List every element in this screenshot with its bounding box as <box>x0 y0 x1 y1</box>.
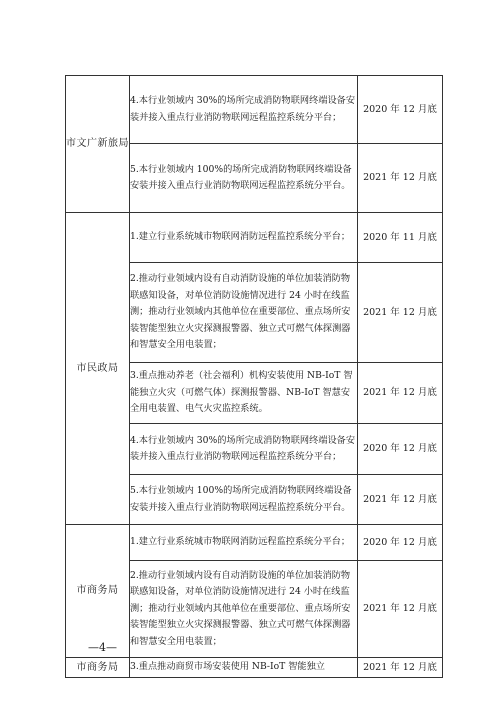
department-cell <box>66 76 130 213</box>
task-text: 5.本行业领域内 100%的场所完成消防物联网终端设备安装并接入重点行业消防物联网远程监控系统分平台。 <box>130 163 352 191</box>
deadline-text: 2020 年 11 月底 <box>363 231 437 243</box>
department-name: 市商务局 <box>76 585 119 596</box>
task-text: 4.本行业领域内 30%的场所完成消防物联网终端设备安装并接入重点行业消防物联网远程监控系统分平台； <box>130 95 356 123</box>
deadline-text: 2021 年 12 月底 <box>363 661 437 673</box>
task-text: 5.本行业领域内 100%的场所完成消防物联网终端设备安装并接入重点行业消防物联网远程监控系统分平台。 <box>130 485 352 513</box>
department-name: 市文广新旅局 <box>66 138 129 149</box>
department-cell <box>66 213 130 525</box>
task-text: 3.重点推动养老（社会福利）机构安装使用 NB-IoT 智能独立火灾（可燃气体）探测报警器、NB-IoT 智慧安全用电装置、电气火灾监控系统。 <box>130 370 353 415</box>
department-cell <box>66 525 130 658</box>
department-name: 市商务局 <box>76 661 119 673</box>
task-text: 1.建立行业系统城市物联网消防远程监控系统分平台； <box>130 536 351 548</box>
responsibility-table <box>65 75 443 678</box>
deadline-cell <box>358 76 443 144</box>
task-text: 3.重点推动商贸市场安装使用 NB-IoT 智能独立 <box>130 661 325 673</box>
task-text: 4.本行业领域内 30%的场所完成消防物联网终端设备安装并接入重点行业消防物联网远程监控系统分平台； <box>130 434 356 462</box>
task-cell <box>130 76 358 144</box>
table-row <box>66 525 443 561</box>
task-cell <box>130 658 358 678</box>
task-cell <box>130 525 358 561</box>
deadline-cell <box>358 525 443 561</box>
deadline-cell <box>358 561 443 658</box>
deadline-cell <box>358 424 443 475</box>
table-row <box>66 213 443 263</box>
deadline-text: 2020 年 12 月底 <box>363 103 437 115</box>
deadline-text: 2021 年 12 月底 <box>363 306 437 318</box>
deadline-cell <box>358 213 443 263</box>
page-number: —4— <box>88 641 117 654</box>
task-cell <box>130 213 358 263</box>
table-row <box>66 658 443 678</box>
department-name: 市民政局 <box>76 362 119 374</box>
deadline-text: 2020 年 12 月底 <box>363 443 437 454</box>
task-cell <box>130 144 358 213</box>
deadline-text: 2021 年 12 月底 <box>363 603 437 614</box>
task-text: 1.建立行业系统城市物联网消防远程监控系统分平台； <box>130 231 351 243</box>
task-text: 2.推动行业领域内设有自动消防设施的单位加装消防物联感知设备，对单位消防设施情况进行 24 小时在线监测；推动行业领域内其他单位在重要部位、重点场所安装智能型独立火灾探测报警器、独立式可燃气体探测器和智慧安全用电装置； <box>130 273 351 351</box>
department-cell <box>66 658 130 678</box>
deadline-cell <box>358 144 443 213</box>
task-cell <box>130 561 358 658</box>
task-cell <box>130 475 358 525</box>
task-cell <box>130 363 358 424</box>
task-text: 2.推动行业领域内设有自动消防设施的单位加装消防物联感知设备，对单位消防设施情况进行 24 小时在线监测；推动行业领域内其他单位在重要部位、重点场所安装智能型独立火灾探测报警器、独立式可燃气体探测器和智慧安全用电装置； <box>130 569 351 647</box>
deadline-cell <box>358 658 443 678</box>
deadline-text: 2021 年 12 月底 <box>363 493 437 505</box>
deadline-text: 2021 年 12 月底 <box>363 172 437 183</box>
task-cell <box>130 263 358 363</box>
task-cell <box>130 424 358 475</box>
deadline-cell <box>358 363 443 424</box>
table-row <box>66 76 443 144</box>
deadline-cell <box>358 475 443 525</box>
deadline-text: 2021 年 12 月底 <box>363 387 437 398</box>
deadline-cell <box>358 263 443 363</box>
deadline-text: 2020 年 12 月底 <box>363 536 437 548</box>
